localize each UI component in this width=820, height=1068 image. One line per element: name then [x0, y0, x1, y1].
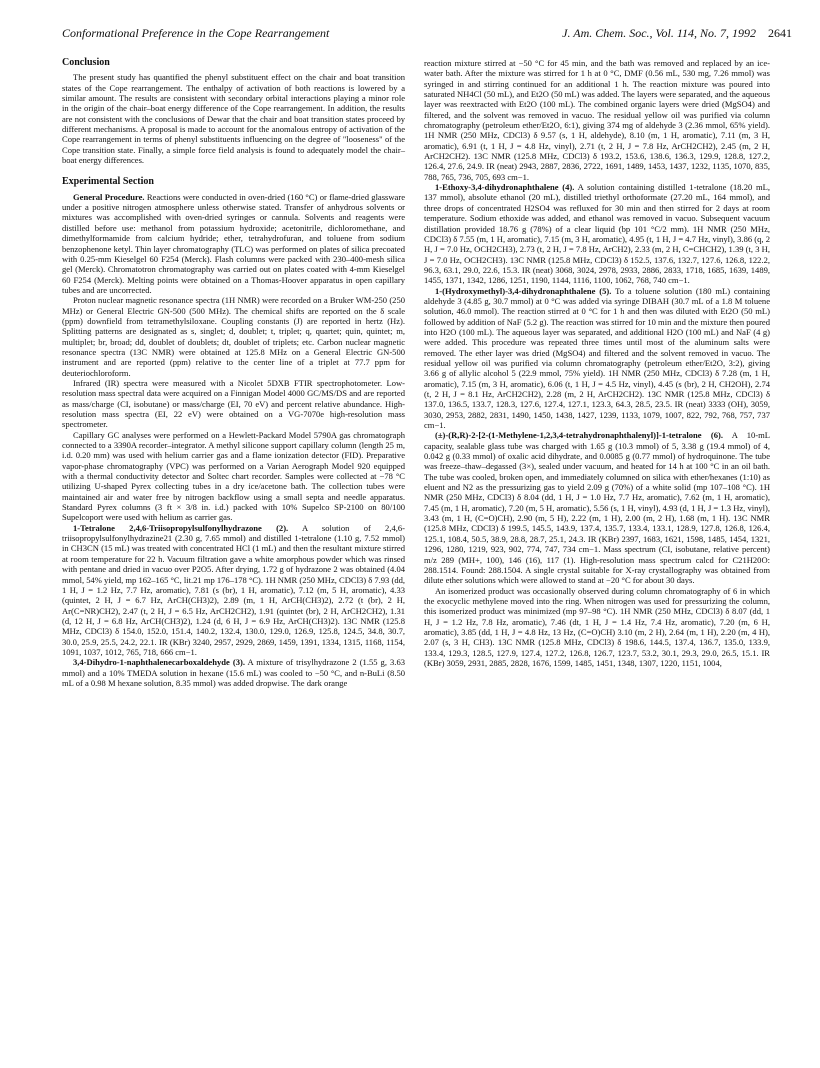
tetralone-hydrazone-title: 1-Tetralone 2,4,6-Triisopropylsulfonylhydrazone (2).	[73, 522, 289, 533]
tetralone-hydrazone-text: A solution of 2,4,6-triisopropylsulfonylhydrazine21 (2.30 g, 7.65 mmol) and distilled 1-tetralone (1.10 g, 7.52 mmol) in CH3CN (15 mL) was treated with concentrated HCl (1 mL) and then the resultant mixture stirred at room temperature for 22 h. Vacuum filtration gave a white amorphous powder which was rinsed with pentane and dried in vacuo over P2O5. After drying, 1.72 g of hydrazone 2 was obtained (4.04 mmol, 54% yield, mp 162–165 °C, lit.21 mp 176–178 °C). 1H NMR (250 MHz, CDCl3) δ 7.93 (dd, 1 H, J = 1.2 Hz, 7.7 Hz, aromatic), 7.81 (s (br), 1 H, aromatic), 7.12 (m, 5 H, aromatic), 4.33 (quintet, 2 H, J = 6.7 Hz, ArCH(CH3)2), 2.89 (m, 1 H, ArCH(CH3)2), 2.72 (t (br), 2 H, Ar(C=NR)CH2), 2.47 (t, 2 H, J = 6.5 Hz, ArCH2CH2), 1.91 (quintet (br), 2 H, ArCH2CH2), 1.31 (d, 12 H, J = 6.8 Hz, ArCH(CH3)2), 1.24 (d, 6 H, J = 6.9 Hz, ArCH(CH3)2). 13C NMR (125.8 MHz, CDCl3) δ 154.0, 152.0, 151.4, 140.2, 132.4, 130.0, 129.0, 126.9, 125.8, 124.5, 34.8, 30.7, 30.0, 25.9, 25.5, 24.2, 22.1. IR (KBr) 3240, 2957, 2929, 2869, 1459, 1391, 1334, 1315, 1168, 1154, 1091, 1037, 1012, 765, 718, 666 cm−1.	[62, 522, 406, 657]
hydroxymethyl-text: To a toluene solution (180 mL) containing aldehyde 3 (4.85 g, 30.7 mmol) at 0 °C was added via syringe DIBAH (30.7 mL of a 1.8 M toluene solution, 46.0 mmol). The reaction stirred at 0 °C for 1 h and then was diluted with Et2O (50 mL) followed by addition of NaF (5.2 g). The reaction was stirred for 10 min and the mixture then poured into H2O (100 mL). The aqueous layer was separated, and additional H2O (100 mL) and NaF (4 g) were added. This procedure was repeated three times until most of the aluminum salts were removed. The ether layer was dried (MgSO4) and filtered and the solvent removed in vacuo. The residual yellow oil was purified via column chromatography (petroleum ether/Et2O, 3:2), giving 3.66 g of allylic alcohol 5 (22.9 mmol, 75% yield). 1H NMR (250 MHz, CDCl3) δ 7.28 (m, 1 H, aromatic), 7.15 (m, 3 H, aromatic), 6.06 (t, 1 H, J = 4.5 Hz, vinyl), 4.45 (s (br), 2 H, CH2OH), 2.74 (t, 2 H, J = 8.1 Hz, ArCH2CH2), 2.28 (m, 2 H, ArCH2CH2). 13C NMR (125.8 MHz, CDCl3) δ 137.0, 136.5, 133.7, 128.3, 127.6, 127.4, 127.1, 123.3, 64.3, 28.5, 23.5. IR (neat) 3333 (OH), 3059, 3030, 2953, 2882, 2831, 1490, 1450, 1438, 1427, 1239, 1133, 1079, 1007, 822, 792, 768, 757, 737 cm−1.	[424, 285, 770, 431]
hydroxymethyl-title: 1-(Hydroxymethyl)-3,4-dihydronaphthalene (5).	[435, 285, 612, 296]
running-header	[62, 26, 792, 42]
hydroxymethyl-paragraph	[424, 286, 770, 431]
aldehyde-continuation-paragraph: reaction mixture stirred at −50 °C for 45 min, and the bath was removed and replaced by an ice-water bath. After the mixture was stirred for 1 h at 0 °C, DMF (0.56 mL, 530 mg, 7.26 mmol) was syringed in and stirring continued for an additional 1 h. The reaction mixture was poured into saturated NH4Cl (50 mL), and Et2O (50 mL) was added. The layers were separated, and the aqueous layer was reextracted with Et2O (100 mL). The combined organic layers were dried (MgSO4) and filtered, and the solvent was removed in vacuo. The residual yellow oil was purified via column chromatography (petroleum ether/Et2O, 6:1), giving 374 mg of aldehyde 3 (2.36 mmol, 65% yield). 1H NMR (250 MHz, CDCl3) δ 9.57 (s, 1 H, aldehyde), 8.10 (m, 1 H, aromatic), 7.11 (m, 3 H, aromatic), 6.91 (t, 1 H, J = 4.8 Hz, vinyl), 2.71 (t, 2 H, J = 7.8 Hz, ArCH2CH2), 2.45 (m, 2 H, ArCH2CH2). 13C NMR (125.8 MHz, CDCl3) δ 193.2, 153.6, 138.6, 136.3, 129.9, 128.8, 127.2, 126.4, 27.6, 24.9. IR (neat) 2943, 2887, 2836, 2722, 1691, 1489, 1453, 1437, 1232, 1135, 1070, 835, 788, 765, 736, 705, 693 cm−1.	[424, 58, 770, 182]
general-procedure-text: Reactions were conducted in oven-dried (160 °C) or flame-dried glassware under a positive nitrogen atmosphere unless otherwise stated. Transfer of anhydrous solvents or mixtures was accomplished with oven-dried syringes or cannula. Solvents and reagents were distilled before use: methanol from potassium hydroxide; acetonitrile, dichloromethane, and dimethylformamide from calcium hydride; ether, tetrahydrofuran, and toluene from sodium benzophenone ketyl. Thin layer chromatography (TLC) was performed on plates of silica precoated with 0.25-mm Kieselgel 60 F254 (Merck). Flash columns were packed with 230–400-mesh silica gel (Merck). Chromatotron chromatography was carried out on plates coated with 4-mm Kieselgel 60 F254 (Merck). Melting points were obtained on a Thomas-Hoover apparatus in open capillary tubes and are uncorrected.	[62, 191, 405, 295]
ethoxy-title: 1-Ethoxy-3,4-dihydronaphthalene (4).	[435, 182, 575, 193]
ir-paragraph: Infrared (IR) spectra were measured with a Nicolet 5DXB FTIR spectrophotometer. Low-resolution mass spectral data were acquired on a Finnigan Model 4000 GC/MS/DS and are reported as mass/charge (CI, isobutane) or mass/charge (EI, 70 eV) and percent relative abundance. High-resolution mass spectra (EI, 22 eV) were obtained on a VG-7070e high-resolution mass spectrometer.	[62, 377, 405, 430]
ethoxy-text: A solution containing distilled 1-tetralone (18.20 mL, 137 mmol), absolute ethanol (20 mL), distilled triethyl orthoformate (27.20 mL, 164 mmol), and three drops of concentrated H2SO4 was refluxed for 30 min and then stirred for 2 days at room temperature. Sodium ethoxide was added, and ethanol was removed in vacuo. Subsequent vacuum distillation provided 18.76 g (78%) of a clear liquid (bp 101 °C/2 mm). 1H NMR (250 MHz, CDCl3) δ 7.55 (m, 1 H, aromatic), 7.15 (m, 3 H, aromatic), 4.95 (t, 1 H, J = 4.7 Hz, vinyl), 3.86 (q, 2 H, J = 7.0 Hz, OCH2CH3), 2.73 (t, 2 H, J = 7.8 Hz, ArCH2), 2.33 (m, 2 H, C=CHCH2), 1.39 (t, 3 H, J = 7.0 Hz, OCH2CH3). 13C NMR (125.8 MHz, CDCl3) δ 152.5, 137.6, 132.7, 127.6, 126.8, 122.2, 96.3, 63.1, 29.0, 22.6, 15.3. IR (neat) 3068, 3024, 2978, 2933, 2886, 2833, 1718, 1685, 1639, 1489, 1455, 1371, 1342, 1286, 1251, 1190, 1144, 1116, 1100, 1062, 768, 740 cm−1.	[424, 182, 770, 286]
tetralone-hydrazone-paragraph	[62, 523, 405, 657]
conclusion-paragraph: The present study has quantified the phenyl substituent effect on the chair and boat transition states of the Cope rearrangement. The enthalpy of activation of both reactions is lowered by a similar amount. The results are consistent with secondary orbital interactions playing a minor role in the origin of the chair–boat energy difference of the Cope rearrangement. In addition, the results are not consistent with the conclusions of Dewar that the chair and boat transition states proceed by different mechanisms. A proposal is made to account for the anomalous entropy of activation of the Cope rearrangement in terms of phenyl substituents influencing on the degree of "looseness" of the Cope transition state. Finally, a simple force field analysis is found to adequately model the chair–boat energy differences.	[62, 72, 405, 166]
journal-name: J. Am. Chem. Soc., Vol. 114, No. 7, 1992	[562, 26, 756, 40]
compound6-paragraph	[424, 430, 770, 585]
nmr-paragraph: Proton nuclear magnetic resonance spectra (1H NMR) were recorded on a Bruker WM-250 (250 MHz) or General Electric GN-500 (500 MHz). The chemical shifts are reported on the δ scale (ppm) downfield from tetramethylsiloxane. Coupling constants (J) are reported in hertz (Hz). Splitting patterns are designated as s, singlet; d, doublet; t, triplet; q, quartet; quin, quintet; m, multiplet; br, broad; dd, doublet of doublets; dt, doublet of triplets; etc. Carbon nuclear magnetic resonance spectra (13C NMR) were obtained at 125.8 MHz on a General Electric GN-500 instrument and are reported (ppm) relative to the center line of a triplet at 77.7 ppm for deuteriochloroform.	[62, 295, 405, 378]
isomer-paragraph: An isomerized product was occasionally observed during column chromatography of 6 in which the exocyclic methylene moved into the ring. When nitrogen was used for pressurizing the column, this isomerized product was minimized (mp 97–98 °C). 1H NMR (250 MHz, CDCl3) δ 8.07 (dd, 1 H, J = 1.2 Hz, 7.8 Hz, aromatic), 7.46 (dt, 1 H, J = 1.4 Hz, 7.4 Hz, aromatic), 7.20 (m, 6 H, aromatic), 3.85 (dd, 1 H, J = 4.8 Hz, 13 Hz, (C=O)CH) 3.10 (m, 2 H), 2.64 (m, 1 H), 2.20 (m, 4 H), 2.07 (s, 3 H, CH3). 13C NMR (125.8 MHz, CDCl3) δ 198.6, 144.5, 137.4, 136.7, 135.0, 133.9, 133.4, 129.3, 128.5, 127.9, 127.4, 127.2, 126.8, 126.7, 123.7, 53.2, 30.1, 29.3, 29.0, 26.5, 15.1. IR (KBr) 3059, 2931, 2885, 2828, 1676, 1599, 1485, 1451, 1348, 1307, 1220, 1151, 1004,	[424, 585, 770, 668]
general-procedure-title: General Procedure.	[73, 191, 145, 202]
running-title: Conformational Preference in the Cope Rearrangement	[62, 26, 330, 40]
journal-citation	[562, 26, 792, 41]
compound6-text: A 10-mL capacity, sealable glass tube was charged with 1.65 g (10.3 mmol) of 5, 3.38 g (19.4 mmol) of 4, 0.042 g (0.33 mmol) of oxalic acid dihydrate, and 0.0085 g (0.77 mmol) of hydroquinone. The tube was freeze–thaw–degassed (3×), sealed under vacuum, and heated for 14 h at 100 °C in an oil bath. The tube was cooled, broken open, and immediately columned on silica with ether/hexanes (1:10) as eluent and N2 as the pressurizing gas to yield 2.09 g (70%) of a white solid (mp 107–108 °C). 1H NMR (250 MHz, CDCl3) δ 8.04 (dd, 1 H, J = 1.0 Hz, 7.7 Hz, aromatic), 7.62 (m, 1 H, aromatic), 7.45 (m, 1 H, aromatic), 7.20 (m, 5 H, aromatic), 5.56 (s, 1 H, vinyl), 4.93 (d, 1 H, J = 1.3 Hz, vinyl), 3.43 (m, 1 H, (C=O)CH), 2.90 (m, 5 H), 2.22 (m, 1 H), 2.00 (m, 2 H), 1.68 (m, 1 H). 13C NMR (125.8 MHz, CDCl3) δ 199.5, 145.5, 143.9, 137.4, 135.7, 133.4, 133.1, 128.9, 127.8, 126.8, 126.4, 125.1, 108.4, 50.5, 38.9, 28.8, 28.7, 25.1, 24.3. IR (KBr) 2397, 1683, 1621, 1598, 1485, 1454, 1321, 1296, 1280, 1219, 923, 902, 774, 747, 734 cm−1. Mass spectrum (CI, isobutane, relative percent) m/z 289 (MH+, 100), 146 (16), 117 (1). High-resolution mass spectrum calcd for C21H20O: 288.1514. Found: 288.1504. A single crystal suitable for X-ray crystallography was obtained from dilute ether solutions which were allowed to stand at −20 °C for about 30 days.	[424, 430, 770, 586]
aldehyde-title: 3,4-Dihydro-1-naphthalenecarboxaldehyde (3).	[73, 657, 245, 668]
right-column	[424, 58, 770, 668]
general-procedure-paragraph	[62, 192, 405, 295]
aldehyde-paragraph	[62, 657, 405, 688]
conclusion-heading: Conclusion	[62, 57, 110, 68]
experimental-heading: Experimental Section	[62, 176, 154, 188]
compound6-title: (±)-(R,R)-2-[2-(1-Methylene-1,2,3,4-tetrahydronaphthalenyl)]-1-tetralone (6).	[435, 430, 723, 441]
ethoxy-paragraph	[424, 182, 770, 285]
left-column	[62, 58, 405, 688]
page-number: 2641	[768, 26, 792, 40]
gc-paragraph: Capillary GC analyses were performed on a Hewlett-Packard Model 5790A gas chromatograph connected to a 3390A recorder–integrator. A methyl silicone support capillary column (length 25 m, i.d. 0.20 mm) was used with helium carrier gas and a flame ionization detector (FID). Preparative vapor-phase chromatography (VPC) was performed on a Varian Aerograph Model 920 equipped with a thermal conductivity detector and Soltec chart recorder. Samples were collected at −78 °C utilizing U-shaped Pyrex collecting tubes in a dry ice/acetone bath. The collection tubes were maintained air and water free by nitrogen backflow using a small septa and needle apparatus. Standard Pyrex columns (3 ft × 3/8 in. i.d.) packed with 10% Supelco SP-2100 on 80/100 Supelcoport were used with helium as carrier gas.	[62, 429, 405, 523]
aldehyde-text: A mixture of trisylhydrazone 2 (1.55 g, 3.63 mmol) and a 10% TMEDA solution in hexane (15.6 mL) was cooled to −50 °C, and n-BuLi (8.50 mL of a 0.98 M hexane solution, 8.35 mmol) was added dropwise. The dark orange	[62, 657, 405, 688]
